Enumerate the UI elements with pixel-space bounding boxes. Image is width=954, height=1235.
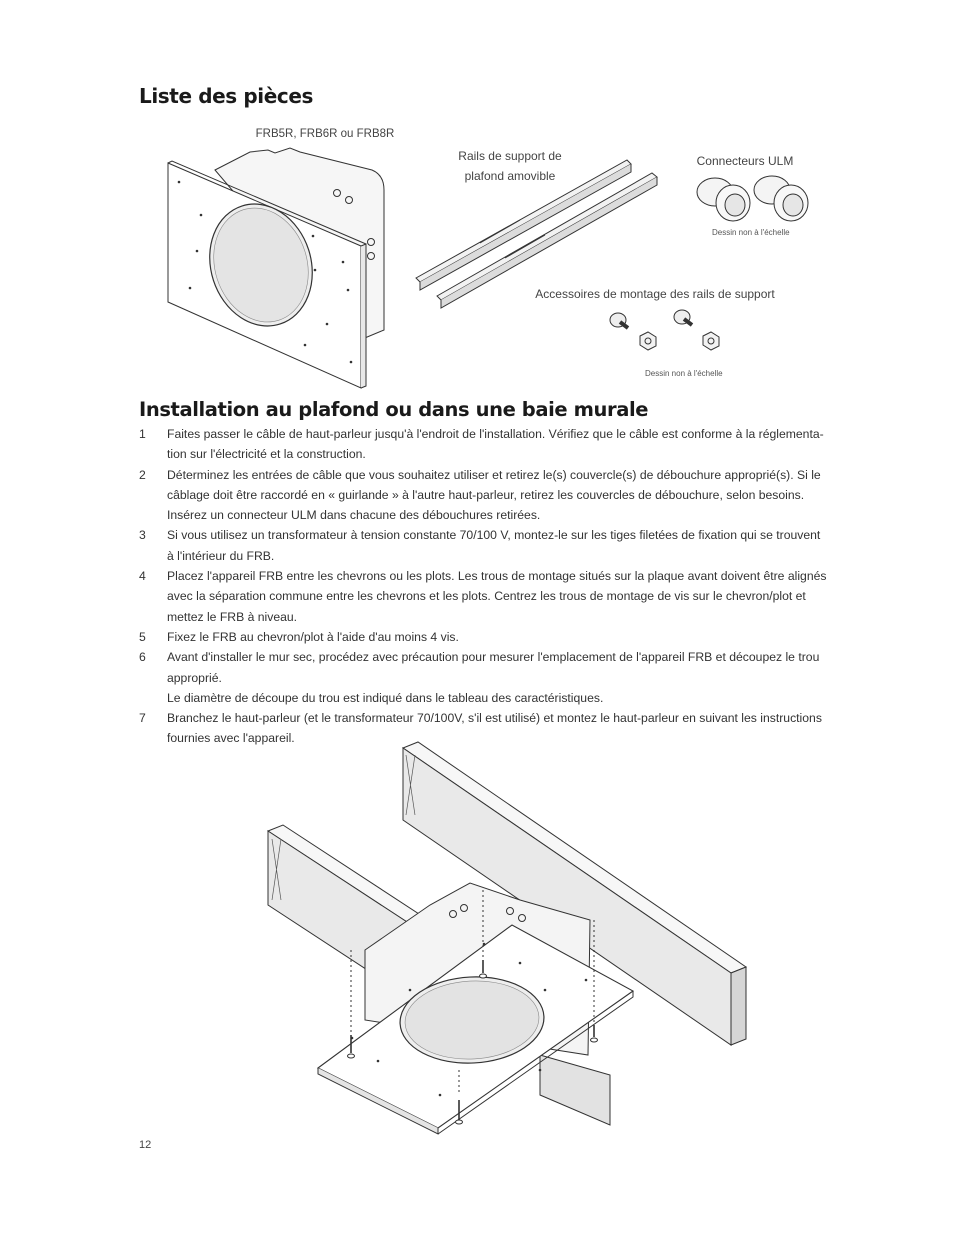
step-line: Fixez le FRB au chevron/plot à l'aide d'au moins 4 vis. <box>167 629 459 644</box>
step-text <box>167 566 844 627</box>
step-text <box>167 465 844 526</box>
step-line: Le diamètre de découpe du trou est indiqué dans le tableau des caractéristiques. <box>167 690 604 705</box>
frb-enclosure-illustration <box>168 148 384 388</box>
step-text <box>167 424 844 465</box>
install-step <box>139 465 844 526</box>
step-number: 2 <box>139 467 146 482</box>
ulm-connectors-illustration <box>697 176 808 221</box>
step-line: Avant d'installer le mur sec, procédez avec précaution pour mesurer l'emplacement de l'appareil FRB et découpez le trou <box>167 650 820 665</box>
install-title: Installation au plafond ou dans une baie murale <box>139 398 649 421</box>
install-steps-list <box>139 424 844 749</box>
step-number: 6 <box>139 650 146 665</box>
install-step <box>139 627 844 647</box>
hardware-label: Accessoires de montage des rails de support <box>535 287 775 301</box>
rails-label-line2: plafond amovible <box>464 169 556 183</box>
step-line: Faites passer le câble de haut-parleur jusqu'à l'endroit de l'installation. Vérifiez que le câble est conforme à la réglementa- <box>167 427 824 441</box>
support-rails-illustration <box>416 160 657 308</box>
step-text <box>167 647 844 708</box>
step-text <box>167 525 844 566</box>
rails-label-line1: Rails de support de <box>458 149 562 163</box>
step-number: 1 <box>139 427 146 441</box>
step-text <box>167 627 844 647</box>
install-step <box>139 525 844 566</box>
step-number: 4 <box>139 569 146 584</box>
page-number: 12 <box>139 1139 152 1151</box>
step-line: tion sur l'électricité et la construction. <box>167 447 366 462</box>
step-line: Si vous utilisez un transformateur à tension constante 70/100 V, montez-le sur les tiges filetées de fixation qui se trouvent <box>167 528 821 543</box>
install-step <box>139 566 844 627</box>
step-line: mettez le FRB à niveau. <box>167 609 298 624</box>
frb-label: FRB5R, FRB6R ou FRB8R <box>255 128 395 140</box>
step-line: à l'intérieur du FRB. <box>167 548 275 563</box>
step-line: avec la séparation commune entre les chevrons et les plots. Centrez les trous de montage de vis sur le chevron/plot et <box>167 589 806 604</box>
step-line: approprié. <box>167 670 222 685</box>
step-line: Placez l'appareil FRB entre les chevrons ou les plots. Les trous de montage situés sur la plaque avant doivent être alignés <box>167 569 827 584</box>
install-step <box>139 647 844 708</box>
ulm-label: Connecteurs ULM <box>696 154 794 168</box>
rail-hardware-illustration <box>610 310 719 350</box>
step-number: 5 <box>139 629 146 644</box>
step-line: Déterminez les entrées de câble que vous souhaitez utiliser et retirez le(s) couvercle(s) de débouchure approprié(s). Si le <box>167 467 821 482</box>
step-line: Branchez le haut-parleur (et le transformateur 70/100V, s'il est utilisé) et montez le haut-parleur en suivant les instructions <box>167 711 822 726</box>
hardware-scale-note: Dessin non à l'échelle <box>645 369 723 378</box>
step-number: 7 <box>139 711 146 726</box>
step-line: fournies avec l'appareil. <box>167 731 295 746</box>
install-step <box>139 424 844 465</box>
step-line: câblage doit être raccordé en « guirlande » à l'autre haut-parleur, retirez les couvercles de débouchure, selon besoins. <box>167 487 805 502</box>
step-line: Insérez un connecteur ULM dans chacune des débouchures retirées. <box>167 508 541 523</box>
parts-list-title: Liste des pièces <box>139 84 314 108</box>
installation-illustration <box>0 735 954 1135</box>
ulm-scale-note: Dessin non à l'échelle <box>712 228 790 237</box>
step-number: 3 <box>139 528 146 543</box>
parts-illustrations <box>0 0 954 400</box>
